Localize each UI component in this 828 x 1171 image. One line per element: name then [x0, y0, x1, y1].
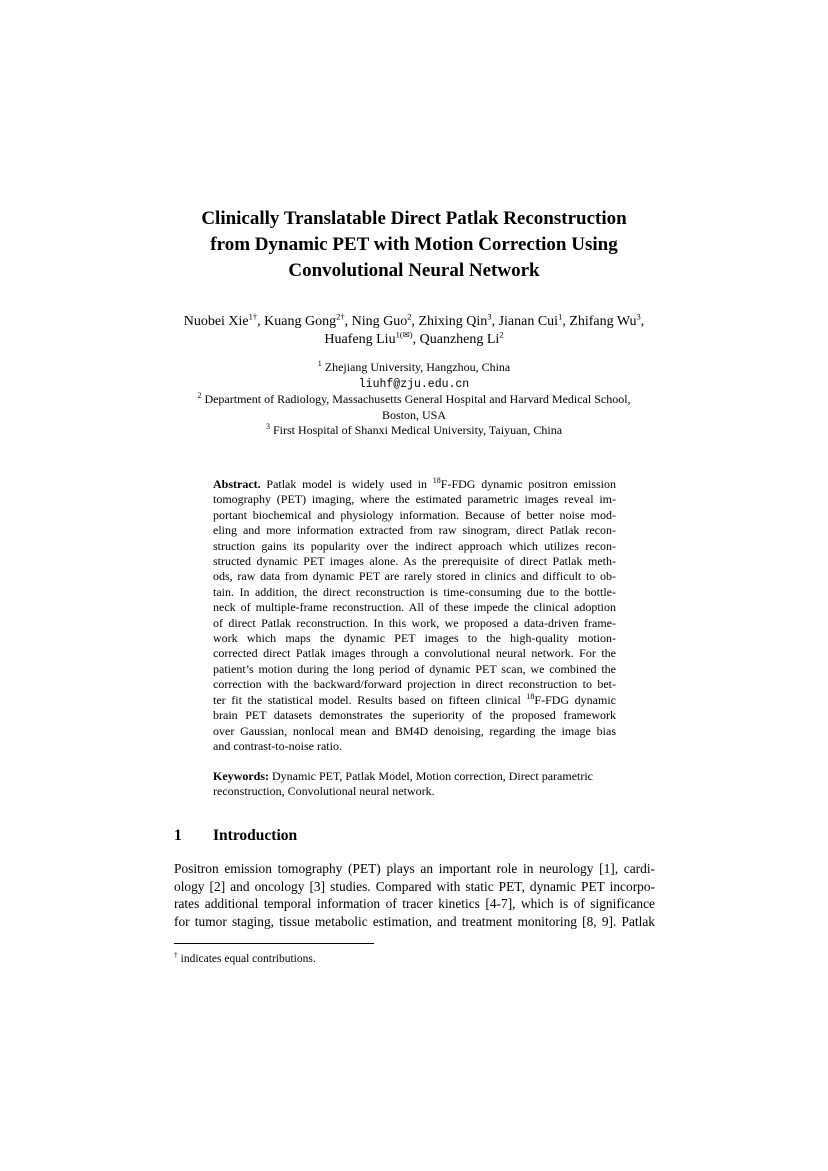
author-affil-sup: 2† [336, 311, 345, 322]
corresponding-email [150, 376, 678, 393]
abstract-line [213, 554, 616, 569]
author-line-2 [150, 331, 678, 349]
intro-line: for tumor staging, tissue metabolic estimation, and treatment monitoring [8, 9]. Patlak [174, 913, 655, 929]
abstract-text: of direct Patlak reconstruction. In this work, we proposed a data-driven frame- [213, 615, 616, 630]
affiliation-2 [150, 392, 678, 408]
author-sep: , [411, 314, 419, 329]
abstract-line [213, 646, 616, 661]
affil-sup: 3 [265, 422, 270, 431]
abstract-line [213, 508, 616, 523]
affil-text: First Hospital of Shanxi Medical University, Taiyuan, China [272, 423, 563, 437]
abstract-line [213, 739, 616, 754]
footnote-text: indicates equal contributions. [177, 953, 316, 965]
author-sep: , [491, 314, 499, 329]
affil-sup: 1 [317, 359, 322, 368]
abstract-line [213, 523, 616, 538]
abstract-text: ods, raw data from dynamic PET are rarely stored in clinics and difficult to ob- [213, 569, 616, 584]
affiliations [150, 360, 678, 439]
email-link[interactable]: liuhf@zju.edu.cn [358, 377, 470, 391]
abstract [213, 477, 616, 754]
footnote [174, 952, 316, 966]
isotope-sup: 18 [432, 476, 441, 485]
intro-line: Positron emission tomography (PET) plays an important role in neurology [1], cardi- [174, 861, 655, 876]
author-sep: , [562, 314, 570, 329]
abstract-text: eling and more information extracted from raw sinogram, direct Patlak recon- [213, 523, 616, 538]
author-affil-sup: 1(✉) [395, 329, 413, 340]
author-sep: , [412, 332, 420, 347]
author-affil-sup: 3 [487, 311, 492, 322]
section-heading [174, 826, 297, 846]
abstract-line [213, 693, 616, 708]
intro-line: rates additional temporal information of tracer kinetics [4-7], which is of significance [174, 896, 655, 912]
abstract-line [213, 492, 616, 507]
author-affil-sup: 2 [499, 329, 504, 340]
author-affil-sup: 1† [248, 311, 258, 322]
abstract-text: F-FDG dynamic positron emission [440, 477, 617, 491]
keywords-text: reconstruction, Convolutional neural network. [213, 784, 435, 799]
author-name: Zhixing Qin [418, 314, 488, 329]
abstract-label: Abstract. [213, 477, 261, 491]
author-name: Nuobei Xie [183, 314, 249, 329]
affil-text: Zhejiang University, Hangzhou, China [324, 360, 511, 374]
keywords-label: Keywords: [213, 769, 269, 783]
abstract-text: structed dynamic PET images alone. As the prerequisite of direct Patlak meth- [213, 554, 616, 569]
abstract-text: tain. In addition, the direct reconstruction is time-consuming due to the bottle- [213, 584, 616, 599]
author-sep: , [257, 314, 265, 329]
abstract-text: patient’s motion during the long period of dynamic PET scan, we combined the [213, 661, 616, 676]
abstract-line [213, 585, 616, 600]
title-line: Convolutional Neural Network [288, 260, 540, 281]
abstract-text: tomography (PET) imaging, where the estimated parametric images reveal im- [213, 492, 616, 507]
abstract-line [213, 569, 616, 584]
isotope-sup: 18 [526, 691, 535, 701]
footnote-divider [174, 943, 374, 944]
abstract-text: Patlak model is widely used in [260, 477, 433, 491]
abstract-text: neck of multiple-frame reconstruction. All of these impede the clinical adoption [213, 600, 616, 615]
abstract-line [213, 708, 616, 723]
keywords-text: Dynamic PET, Patlak Model, Motion correction, Direct parametric [269, 769, 594, 783]
abstract-line [213, 724, 616, 739]
author-list [150, 313, 678, 349]
keywords [213, 769, 616, 800]
abstract-text: F-FDG dynamic [534, 692, 617, 707]
abstract-text: and contrast-to-noise ratio. [213, 738, 342, 753]
title-line: from Dynamic PET with Motion Correction Using [210, 234, 618, 255]
abstract-line [213, 631, 616, 646]
abstract-text: over Gaussian, nonlocal mean and BM4D denoising, regarding the image bias [213, 723, 616, 738]
abstract-text: brain PET datasets demonstrates the superiority of the proposed framework [213, 708, 616, 723]
abstract-line [213, 662, 616, 677]
abstract-text: portant biochemical and physiology information. Because of better noise mod- [213, 507, 616, 522]
abstract-line [213, 600, 616, 615]
abstract-line [213, 677, 616, 692]
author-line-1 [150, 313, 678, 331]
author-name: Huafeng Liu [324, 332, 396, 347]
author-sep: , [344, 314, 352, 329]
section-number: 1 [174, 827, 182, 844]
intro-line: ology [2] and oncology [3] studies. Compared with static PET, dynamic PET incorpo- [174, 878, 655, 894]
affil-text: Department of Radiology, Massachusetts General Hospital and Harvard Medical School, [204, 392, 631, 406]
affil-sup: 2 [197, 391, 202, 400]
author-affil-sup: 3 [636, 311, 641, 322]
title-line: Clinically Translatable Direct Patlak Reconstruction [201, 208, 627, 229]
footnote-mark: † [174, 950, 178, 960]
affiliation-2-cont: Boston, USA [381, 407, 446, 422]
abstract-line [213, 616, 616, 631]
abstract-line [213, 477, 616, 492]
author-affil-sup: 1 [558, 311, 563, 322]
author-affil-sup: 2 [407, 311, 412, 322]
section-title: Introduction [213, 827, 298, 844]
introduction-body [174, 860, 655, 930]
abstract-text: struction gains its popularity over the indirect approach which utilizes recon- [213, 538, 616, 553]
author-name: Zhifang Wu [569, 314, 637, 329]
abstract-text: ter fit the statistical model. Results based on fifteen clinical [213, 692, 527, 707]
paper-title [150, 206, 678, 284]
author-name: Ning Guo [351, 314, 408, 329]
author-name: Kuang Gong [264, 314, 337, 329]
author-name: Jianan Cui [498, 314, 559, 329]
abstract-text: work which maps the dynamic PET images to the high-quality motion- [213, 631, 616, 646]
affiliation-3 [150, 423, 678, 439]
author-sep: , [640, 314, 645, 329]
abstract-text: correction with the backward/forward projection in direct reconstruction to bet- [213, 677, 616, 692]
author-name: Quanzheng Li [419, 332, 500, 347]
affiliation-1 [150, 360, 678, 376]
abstract-line [213, 539, 616, 554]
abstract-text: corrected direct Patlak images through a convolutional neural network. For the [213, 646, 616, 661]
